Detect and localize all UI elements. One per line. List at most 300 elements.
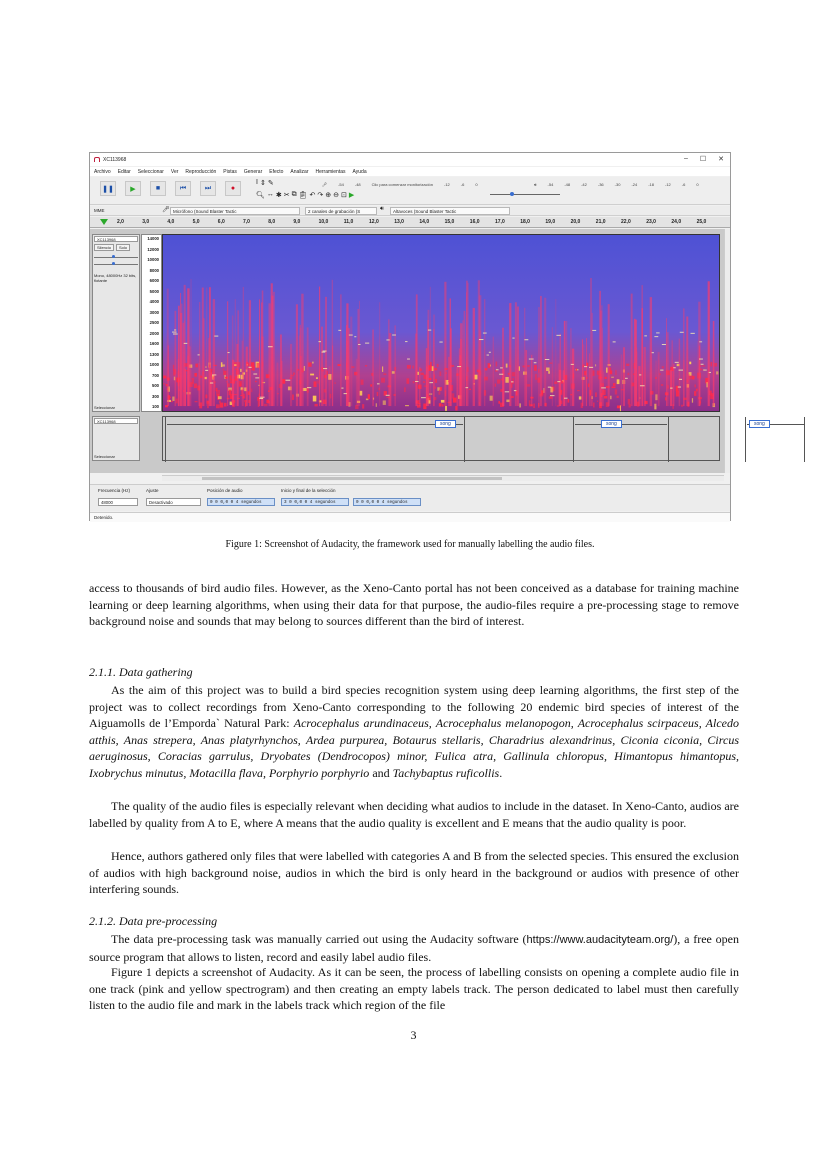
menu-ayuda[interactable]: Ayuda bbox=[352, 168, 367, 175]
spectrogram-streak bbox=[430, 287, 431, 406]
audacity-url-link[interactable]: https://www.audacityteam.org/ bbox=[526, 934, 674, 946]
ruler-tick: 21,0 bbox=[595, 219, 606, 225]
play-tick: -24 bbox=[631, 182, 638, 187]
spectrogram-highlight bbox=[429, 382, 433, 383]
spectrogram-streak bbox=[358, 309, 359, 406]
spectrogram-energy bbox=[512, 372, 515, 376]
menu-ver[interactable]: Ver bbox=[170, 168, 179, 175]
spectrogram-streak bbox=[332, 280, 333, 406]
record-tick: -54 bbox=[338, 182, 344, 187]
spectrogram-highlight bbox=[268, 346, 273, 347]
title-bar bbox=[90, 153, 730, 166]
spectrogram-energy bbox=[404, 387, 405, 392]
spectrogram-energy bbox=[334, 383, 336, 384]
spectrogram-highlight bbox=[499, 374, 503, 375]
menu-pistas[interactable]: Pistas bbox=[223, 168, 237, 175]
ruler-tick: 22,0 bbox=[621, 219, 631, 225]
spectrogram-highlight bbox=[512, 338, 514, 339]
spectrogram-energy bbox=[439, 390, 440, 392]
spectrogram-energy bbox=[561, 381, 563, 384]
spectrogram-energy bbox=[251, 388, 252, 392]
frequency-tick: 100 bbox=[152, 404, 159, 409]
spectrogram-streak bbox=[621, 354, 623, 406]
spectrogram-highlight bbox=[709, 372, 711, 373]
play-tick: -18 bbox=[648, 182, 654, 187]
paragraph-figure-description: Figure 1 depicts a screenshot of Audacity. As it can be seen, the process of labelling consists on opening a complete audio file in one track (pink and yellow spectrogram) and then creating an empty labels track. The person dedicated to label must then carefully listen to the audio file and mark in the labels track which region of the file bbox=[89, 965, 739, 1013]
spectrogram-energy bbox=[676, 391, 679, 397]
play-head-icon[interactable] bbox=[100, 219, 108, 225]
paragraph-audacity bbox=[89, 931, 739, 965]
spectrogram-highlight bbox=[704, 370, 707, 371]
spectrogram-energy bbox=[613, 383, 616, 386]
spectrogram-energy bbox=[439, 391, 441, 394]
audio-position-field[interactable]: 0 0 0,0 0 4 segundos bbox=[207, 498, 275, 506]
spectrogram-highlight bbox=[489, 352, 491, 353]
spectrogram-energy bbox=[169, 397, 171, 399]
spectrogram-highlight bbox=[377, 383, 380, 384]
spectrogram-energy bbox=[612, 387, 616, 389]
spectrogram-energy bbox=[576, 368, 577, 371]
spectrogram-streak bbox=[631, 294, 633, 406]
pause-button[interactable]: ❚❚ bbox=[100, 181, 116, 196]
spectrogram-highlight bbox=[660, 370, 663, 371]
spectrogram-highlight bbox=[421, 397, 426, 398]
spectrogram-streak bbox=[416, 294, 418, 406]
multi-tool-icon[interactable]: ✱ bbox=[275, 192, 282, 199]
play-tick: -30 bbox=[614, 182, 621, 187]
labels-track[interactable] bbox=[162, 416, 765, 461]
spectrogram-energy bbox=[527, 365, 529, 367]
frequency-tick: 1600 bbox=[149, 341, 159, 346]
spectrogram-streak bbox=[181, 304, 182, 406]
spectrogram-energy bbox=[163, 383, 165, 384]
solo-button[interactable]: Solo bbox=[116, 244, 130, 251]
spectrogram-energy bbox=[442, 404, 443, 406]
zoom-in-icon[interactable]: ⊕ bbox=[325, 192, 332, 199]
spectrogram-highlight bbox=[662, 344, 666, 345]
spectrogram-highlight bbox=[529, 359, 534, 360]
close-icon[interactable]: ✕ bbox=[718, 156, 724, 163]
spectrogram-energy bbox=[488, 363, 491, 368]
spectrogram-energy bbox=[435, 387, 436, 389]
ruler-tick: 10,0 bbox=[318, 219, 329, 225]
spectrogram-streak bbox=[493, 337, 494, 406]
spectrogram-energy bbox=[617, 379, 620, 384]
spectrogram-energy bbox=[620, 405, 621, 411]
spectrogram-highlight bbox=[524, 339, 528, 340]
section-2-1-2-heading: 2.1.2. Data pre-processing bbox=[89, 914, 218, 928]
selection-start-field[interactable]: 3 0 0,0 0 4 segundos bbox=[281, 498, 349, 506]
spectrogram-energy bbox=[338, 364, 341, 366]
spectrogram-energy bbox=[533, 404, 534, 408]
spectrogram-energy bbox=[282, 379, 285, 384]
selection-toolbar bbox=[90, 484, 730, 511]
spectrogram-streak bbox=[419, 367, 420, 406]
spectrogram-energy bbox=[172, 397, 174, 401]
audio-track-name[interactable]: XC113968 bbox=[94, 236, 138, 242]
species-last: Tachybaptus ruficollis bbox=[392, 765, 500, 780]
spectrogram-streak bbox=[466, 292, 467, 406]
spectrogram-highlight bbox=[439, 342, 442, 343]
spectrogram-energy bbox=[615, 389, 617, 394]
ruler-tick: 14,0 bbox=[419, 219, 430, 225]
ruler-tick: 13,0 bbox=[394, 219, 404, 225]
maximize-icon[interactable]: ☐ bbox=[699, 156, 707, 163]
select-track-button[interactable]: Seleccionar bbox=[94, 405, 115, 410]
spectrogram-energy bbox=[382, 366, 383, 372]
paragraph-species: As the aim of this project was to build a bird species recognition system using deep learning algorithms, the first step of the project was to collect recordings from Xeno-Canto corresponding to the following 20 endemic bird species of interest of the Aiguamolls de l’Emporda` Natural Park: Acrocephalus arundinaceus, Acrocephalus melanopogon, Acrocephalus scirpaceus, Alcedo atthis, Anas strepera, Anas platyrhynchos, Ardea purpurea, Botaurus stellaris, Charadrius alexandrinus, Ciconia ciconia, Circus aeruginosus, Coracias garrulus, Dryobates (Dendrocopos) minor, Fulica atra, Gallinula chloropus, Himantopus himantopus, Ixobrychus minutus, Motacilla flava, Porphyrio porphyrio and Tachybaptus ruficollis. bbox=[89, 683, 739, 780]
spectrogram-energy bbox=[593, 402, 594, 407]
spectrogram-streak bbox=[249, 300, 251, 406]
spectrogram-streak bbox=[307, 327, 309, 406]
spectrogram-energy bbox=[383, 400, 386, 404]
label-song[interactable]: song bbox=[435, 420, 456, 428]
spectrogram-energy bbox=[313, 396, 317, 402]
spectrogram-energy bbox=[195, 401, 198, 402]
spectrogram-energy bbox=[629, 404, 631, 407]
window-title: XC113968 bbox=[103, 156, 127, 163]
minimize-icon[interactable]: – bbox=[683, 155, 688, 162]
spectrogram-highlight bbox=[260, 397, 265, 398]
tools-row-1 bbox=[256, 179, 274, 187]
spectrogram-highlight bbox=[680, 332, 684, 333]
envelope-tool-icon[interactable]: ⇕ bbox=[259, 180, 266, 187]
spectrogram-highlight bbox=[172, 332, 177, 333]
spectrogram-streak bbox=[290, 344, 292, 406]
ruler-tick: 4,0 bbox=[167, 219, 175, 225]
zoom-tool-icon[interactable]: 🔍︎ bbox=[256, 192, 265, 199]
skip-end-button[interactable]: ⏭ bbox=[200, 181, 216, 196]
spectrogram-highlight bbox=[701, 364, 704, 365]
spectrogram-energy bbox=[407, 378, 410, 383]
selection-range-label: Inicio y final de la selección bbox=[281, 488, 336, 493]
spectrogram-streak bbox=[679, 339, 680, 406]
frequency-tick: 1000 bbox=[149, 362, 159, 367]
spectrogram-energy bbox=[505, 377, 508, 383]
snap-select[interactable]: Desactivado bbox=[146, 498, 201, 506]
play-at-speed-icon[interactable]: ▶ bbox=[348, 192, 355, 199]
spectrogram-energy bbox=[626, 364, 629, 366]
spectrogram-energy bbox=[611, 377, 614, 378]
spectrogram-energy bbox=[437, 364, 439, 367]
spectrogram-streak bbox=[346, 303, 348, 406]
spectrogram-streak bbox=[563, 370, 565, 406]
playback-device-select[interactable]: Altavoces (Sound Blaster Tactic bbox=[390, 207, 510, 215]
spectrogram-streak bbox=[167, 289, 169, 406]
spectrogram-streak bbox=[555, 299, 556, 406]
spectrogram-energy bbox=[304, 366, 305, 371]
spectrogram-streak bbox=[608, 304, 610, 406]
toolbars bbox=[90, 177, 730, 205]
spectrogram-streak bbox=[394, 325, 395, 406]
spectrogram-energy bbox=[381, 378, 385, 383]
spectrogram-highlight bbox=[670, 388, 672, 389]
spectrogram-energy bbox=[495, 384, 496, 387]
ruler-tick: 8,0 bbox=[268, 219, 276, 225]
spectrogram-highlight bbox=[405, 341, 407, 342]
draw-tool-icon[interactable]: ✎ bbox=[267, 180, 274, 187]
spectrogram-energy bbox=[315, 404, 318, 406]
play-tick: -12 bbox=[665, 182, 671, 187]
selection-tool-icon[interactable]: I bbox=[256, 179, 258, 186]
frequency-tick: 500 bbox=[152, 383, 159, 388]
spectrogram-streak bbox=[666, 318, 667, 406]
spectrogram-highlight bbox=[386, 339, 389, 340]
spectrogram-energy bbox=[441, 400, 445, 403]
ruler-tick: 7,0 bbox=[243, 219, 250, 225]
spectrogram-streak bbox=[319, 287, 320, 406]
spectrogram-streak bbox=[340, 294, 341, 406]
spectrogram-highlight bbox=[589, 367, 593, 368]
ruler-tick: 24,0 bbox=[671, 219, 682, 225]
spectrogram-highlight bbox=[592, 330, 596, 331]
record-meter-hint: Clic para comenzar monitorización bbox=[371, 182, 433, 187]
pan-slider[interactable] bbox=[94, 261, 138, 265]
paste-icon[interactable]: 📋︎ bbox=[298, 192, 308, 199]
spectrogram-streak bbox=[277, 363, 279, 406]
ruler-tick: 5,0 bbox=[192, 219, 200, 225]
redo-icon[interactable]: ↷ bbox=[317, 192, 324, 199]
audio-host[interactable]: MME bbox=[94, 208, 105, 213]
spectrogram-streak bbox=[232, 315, 233, 406]
spectrogram-highlight bbox=[514, 390, 517, 391]
spectrogram-highlight bbox=[640, 385, 645, 386]
project-rate-select[interactable]: 48000 bbox=[98, 498, 138, 506]
menu-archivo[interactable]: Archivo bbox=[94, 168, 111, 175]
record-button[interactable]: ● bbox=[225, 181, 241, 196]
recording-device-select[interactable]: Micrófono (Sound Blaster Tactic bbox=[170, 207, 300, 215]
tools-row-2 bbox=[256, 191, 354, 199]
spectrogram-energy bbox=[251, 368, 253, 370]
menu-editar[interactable]: Editar bbox=[117, 168, 131, 175]
spectrogram-streak bbox=[246, 347, 248, 406]
mute-button[interactable]: Silencio bbox=[94, 244, 114, 251]
spectrogram-streak bbox=[426, 348, 428, 406]
audacity-screenshot bbox=[89, 152, 765, 521]
label-track-panel bbox=[92, 416, 140, 461]
spectrogram-streak bbox=[592, 313, 593, 406]
page-number: 3 bbox=[410, 1028, 417, 1042]
spectrogram-highlight bbox=[307, 387, 311, 388]
ruler-tick: 3,0 bbox=[142, 219, 150, 225]
spectrogram[interactable] bbox=[162, 234, 720, 412]
spectrogram-energy bbox=[220, 403, 224, 408]
spectrogram-highlight bbox=[601, 387, 606, 388]
spectrogram-streak bbox=[296, 304, 298, 406]
frequency-tick: 12000 bbox=[147, 246, 159, 252]
selection-end-field[interactable]: 0 0 0,0 0 4 segundos bbox=[353, 498, 421, 506]
select-label-track-button[interactable]: Seleccionar bbox=[94, 454, 115, 459]
horizontal-scrollbar[interactable] bbox=[162, 475, 724, 481]
spectrogram-energy bbox=[264, 404, 268, 406]
undo-icon[interactable]: ↶ bbox=[309, 192, 316, 199]
spectrogram-streak bbox=[570, 328, 571, 406]
spectrogram-energy bbox=[327, 371, 328, 375]
spectrogram-streak bbox=[583, 344, 585, 406]
timeline-ruler[interactable] bbox=[90, 217, 730, 228]
spectrogram-energy bbox=[434, 368, 437, 370]
label-track-name[interactable]: XC113968 bbox=[94, 418, 138, 424]
spectrogram-streak bbox=[213, 299, 215, 406]
spectrogram-energy bbox=[362, 404, 364, 408]
spectrogram-energy bbox=[519, 403, 520, 407]
cut-icon[interactable]: ✂ bbox=[283, 192, 290, 199]
record-meter[interactable] bbox=[322, 181, 478, 188]
spectrogram-highlight bbox=[198, 354, 200, 355]
spectrogram-streak bbox=[448, 357, 450, 406]
spectrogram-streak bbox=[566, 321, 567, 406]
spectrogram-highlight bbox=[392, 335, 396, 336]
spectrogram-energy bbox=[595, 392, 597, 397]
spectrogram-energy bbox=[229, 375, 231, 380]
spectrogram-streak bbox=[323, 370, 324, 406]
snap-label: Ajuste bbox=[146, 488, 159, 493]
spectrogram-energy bbox=[609, 370, 612, 374]
spectrogram-streak bbox=[656, 361, 657, 406]
mic-icon: 🎤︎ bbox=[322, 182, 328, 187]
frequency-tick: 2000 bbox=[149, 330, 159, 336]
spectrogram-highlight bbox=[228, 352, 230, 353]
spectrogram-highlight bbox=[545, 359, 549, 360]
play-tick: -6 bbox=[681, 182, 686, 187]
spectrogram-highlight bbox=[500, 367, 503, 368]
spectrogram-streak bbox=[280, 334, 282, 406]
spectrogram-highlight bbox=[673, 367, 675, 368]
spectrogram-energy bbox=[615, 370, 616, 375]
spectrogram-energy bbox=[292, 394, 294, 399]
skip-start-button[interactable]: ⏮ bbox=[175, 181, 191, 196]
spectrogram-highlight bbox=[428, 330, 431, 331]
spectrogram-energy bbox=[527, 384, 531, 387]
spectrogram-energy bbox=[195, 364, 198, 368]
spectrogram-highlight bbox=[249, 367, 252, 368]
spectrogram-streak bbox=[434, 315, 435, 407]
paragraph-xeno-canto: access to thousands of bird audio files. However, as the Xeno-Canto portal has not been conceived as a database for training machine learning or deep learning algorithms, when using their data for that purpose, the audio-files require a pre-processing stage to remove background noise and sounds that may belong to sources different than the bird of interest. bbox=[89, 581, 739, 629]
spectrogram-energy bbox=[689, 362, 691, 365]
ruler-tick: 2,0 bbox=[117, 219, 124, 225]
spectrogram-energy bbox=[413, 381, 415, 383]
spectrogram-highlight bbox=[338, 330, 341, 331]
spectrogram-energy bbox=[194, 383, 197, 388]
spectrogram-energy bbox=[710, 362, 712, 366]
menu-reproduccion[interactable]: Reproducción bbox=[185, 168, 217, 175]
label-song[interactable]: song bbox=[601, 420, 622, 428]
spectrogram-energy bbox=[392, 371, 395, 374]
spectrogram-streak bbox=[464, 311, 466, 406]
spectrogram-streak bbox=[210, 372, 212, 406]
spectrogram-highlight bbox=[205, 370, 208, 371]
spectrogram-highlight bbox=[654, 336, 658, 337]
spectrogram-streak bbox=[473, 308, 475, 406]
spectrogram-energy bbox=[495, 370, 498, 371]
spectrogram-highlight bbox=[253, 374, 257, 375]
spectrogram-energy bbox=[702, 365, 705, 366]
fit-selection-icon[interactable]: ⊡ bbox=[341, 192, 347, 199]
spectrogram-energy bbox=[453, 398, 457, 403]
spectrogram-energy bbox=[376, 403, 377, 407]
copy-icon[interactable]: ⧉ bbox=[291, 191, 297, 198]
species-list: Acrocephalus arundinaceus, Acrocephalus melanopogon, Acrocephalus scirpaceus, Alcedo atthis, Anas strepera, Anas platyrhynchos, Ardea purpurea, Botaurus stellaris, Charadrius alexandrinus, Ciconia ciconia, Circus aeruginosus, Coracias garrulus, Dryobates (Dendrocopos) minor, Fulica atra, Gallinula chloropus, Himantopus himantopus, Ixobrychus minutus, Motacilla flava, Porphyrio porphyrio bbox=[89, 716, 739, 780]
playback-speed-slider[interactable] bbox=[490, 194, 560, 195]
track-format-info: Mono, 48000Hz 32 bits, flotante bbox=[94, 273, 137, 283]
spectrogram-energy bbox=[707, 382, 708, 387]
menu-seleccionar[interactable]: Seleccionar bbox=[137, 168, 164, 175]
menu-generar[interactable]: Generar bbox=[243, 168, 263, 175]
spectrogram-energy bbox=[407, 365, 411, 369]
timeshift-tool-icon[interactable]: ↔ bbox=[266, 191, 274, 198]
spectrogram-streak bbox=[180, 293, 181, 406]
ruler-tick: 25,0 bbox=[696, 219, 707, 225]
menu-analizar[interactable]: Analizar bbox=[290, 168, 309, 175]
spectrogram-energy bbox=[455, 406, 457, 410]
spectrogram-energy bbox=[506, 364, 508, 368]
spectrogram-streak bbox=[199, 302, 200, 406]
spectrogram-streak bbox=[531, 355, 532, 406]
menu-efecto[interactable]: Efecto bbox=[269, 168, 284, 175]
spectrogram-highlight bbox=[415, 381, 418, 382]
play-tick: -48 bbox=[564, 182, 571, 187]
recording-channels-select[interactable]: 2 canales de grabación (S bbox=[305, 207, 377, 215]
spectrogram-streak bbox=[460, 339, 462, 406]
section-2-1-1-heading: 2.1.1. Data gathering bbox=[89, 665, 193, 679]
vertical-scrollbar[interactable] bbox=[724, 229, 730, 473]
ruler-tick: 18,0 bbox=[520, 219, 530, 225]
record-tick: -48 bbox=[354, 182, 361, 187]
spectrogram-highlight bbox=[479, 339, 483, 340]
spectrogram-streak bbox=[672, 340, 673, 406]
spectrogram-streak bbox=[450, 328, 452, 406]
label-song[interactable]: song bbox=[749, 420, 770, 428]
spectrogram-highlight bbox=[511, 381, 513, 382]
frequency-tick: 2500 bbox=[149, 320, 159, 325]
spectrogram-highlight bbox=[564, 398, 568, 399]
spectrogram-energy bbox=[384, 374, 387, 375]
label-extent-line bbox=[167, 424, 463, 425]
spectrogram-highlight bbox=[318, 341, 321, 342]
spectrogram-highlight bbox=[675, 362, 679, 363]
audio-track-panel bbox=[92, 234, 140, 412]
spectrogram-streak bbox=[206, 288, 207, 406]
spectrogram-highlight bbox=[457, 366, 461, 367]
play-button[interactable]: ▶ bbox=[125, 181, 141, 196]
frequency-tick: 300 bbox=[152, 393, 159, 399]
spectrogram-energy bbox=[316, 377, 318, 379]
audacity-description: ), a free open source program that allows to listen, record and easily label audio files. bbox=[89, 932, 739, 964]
stop-button[interactable]: ■ bbox=[150, 181, 166, 196]
frequency-tick: 700 bbox=[152, 372, 159, 378]
spectrogram-streak bbox=[271, 283, 273, 406]
spectrogram-energy bbox=[318, 381, 319, 384]
play-meter[interactable] bbox=[534, 181, 699, 188]
spectrogram-highlight bbox=[556, 335, 560, 336]
zoom-out-icon[interactable]: ⊖ bbox=[333, 192, 340, 199]
spectrogram-energy bbox=[435, 379, 437, 383]
spectrogram-streak bbox=[540, 296, 542, 406]
spectrogram-highlight bbox=[644, 335, 647, 336]
species-and: and bbox=[369, 765, 393, 780]
gain-slider[interactable] bbox=[94, 254, 138, 258]
spectrogram-streak bbox=[586, 338, 587, 406]
menu-herramientas[interactable]: Herramientas bbox=[315, 168, 346, 175]
spectrogram-streak bbox=[227, 301, 228, 406]
spectrogram-energy bbox=[224, 403, 227, 407]
spectrogram-streak bbox=[572, 349, 574, 406]
spectrogram-energy bbox=[405, 405, 409, 406]
spectrogram-highlight bbox=[173, 334, 178, 335]
spectrogram-highlight bbox=[358, 344, 360, 345]
spectrogram-energy bbox=[218, 396, 222, 399]
spectrogram-highlight bbox=[571, 364, 574, 365]
